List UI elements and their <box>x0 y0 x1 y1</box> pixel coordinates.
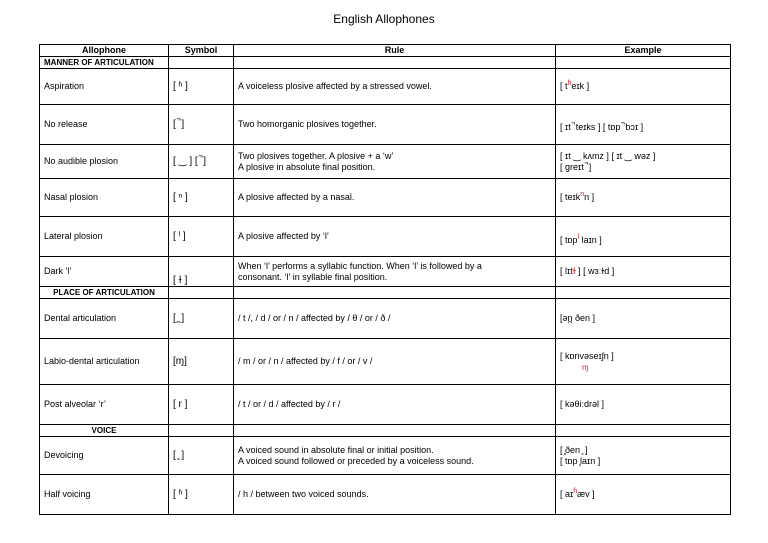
table-row <box>40 217 731 257</box>
symbol-cell: [ ̥ ] <box>169 437 234 475</box>
rule-cell: A voiced sound in absolute final or initial position. A voiced sound followed or preceded by a voiceless sound. <box>234 437 556 475</box>
example-cell: [ tɒp$^l$ laɪn ] <box>556 217 731 257</box>
table-row <box>40 475 731 515</box>
allophone-cell: Lateral plosion <box>40 217 169 257</box>
rule-cell: When ‘l’ performs a syllabic function. When ‘l’ is followed by a consonant. ‘l’ in syllable final position. <box>234 257 556 287</box>
table-row <box>40 105 731 145</box>
example-cell: [ ɪt ̚ teɪks ] [ tɒp ̚ bɔɪ ] <box>556 105 731 145</box>
rule-cell: A voiceless plosive affected by a stressed vowel. <box>234 69 556 105</box>
example-cell: [ ̥ðen ̥ ] [ tɒp ̥laɪn ] <box>556 437 731 475</box>
red-mark: ɫ <box>572 266 576 276</box>
rule-cell: / t /, / d / or / n / affected by / θ / or / ð / <box>234 299 556 339</box>
symbol-cell: [ r ] <box>169 385 234 425</box>
symbol-cell: [ ⁿ ] <box>169 179 234 217</box>
example-cell: [ən̪ ðen ] <box>556 299 731 339</box>
table-row <box>40 299 731 339</box>
section-row <box>40 425 731 437</box>
column-header: Example <box>556 45 731 57</box>
example-cell: [ $t^heɪk$ ] <box>556 69 731 105</box>
allophones-table <box>39 44 731 515</box>
symbol-cell: [ ̚ ] <box>169 105 234 145</box>
symbol-cell: [ ‿ ] [ ̚ ] <box>169 145 234 179</box>
symbol-cell: [ ˡ ] <box>169 217 234 257</box>
example-cell: [ kəθiːdrəl ] <box>556 385 731 425</box>
table-row <box>40 385 731 425</box>
example-cell: [ kɒnvəseɪʃn ] ɱ <box>556 339 731 385</box>
example-cell: [ teɪk$^n$n ] <box>556 179 731 217</box>
rule-cell: A plosive affected by ‘l’ <box>234 217 556 257</box>
table-row <box>40 339 731 385</box>
allophone-cell: Post alveolar ‘r’ <box>40 385 169 425</box>
section-label: VOICE <box>40 425 169 437</box>
header-row <box>40 45 731 57</box>
allophone-cell: Dark ‘l’ <box>40 257 169 287</box>
table-row <box>40 179 731 217</box>
rule-cell: Two plosives together. A plosive + a ‘w’ A plosive in absolute final position. <box>234 145 556 179</box>
symbol-cell: [ ̪ ] <box>169 299 234 339</box>
section-label: PLACE OF ARTICULATION <box>40 287 169 299</box>
rule-cell: / m / or / n / affected by / f / or / v / <box>234 339 556 385</box>
column-header: Symbol <box>169 45 234 57</box>
document-title: English Allophones <box>333 12 435 26</box>
example-cell: [ aɪ$^ɦ$æv ] <box>556 475 731 515</box>
section-row <box>40 287 731 299</box>
symbol-cell: [ ʰ ] <box>169 69 234 105</box>
red-mark: n <box>580 191 585 198</box>
allophone-cell: Half voicing <box>40 475 169 515</box>
allophone-cell: No audible plosion <box>40 145 169 179</box>
column-header: Rule <box>234 45 556 57</box>
symbol-cell: [ ɫ ] <box>169 257 234 287</box>
allophone-cell: Devoicing <box>40 437 169 475</box>
allophone-cell: Dental articulation <box>40 299 169 339</box>
example-cell: [ lɪtɫ ] [ wɜːɫd ] <box>556 257 731 287</box>
red-mark: ɱ <box>582 362 589 372</box>
example-cell: [ ɪt ‿ kʌmz ] [ ɪt ‿ wəz ] [ greɪt ̚ ] <box>556 145 731 179</box>
rule-cell: / h / between two voiced sounds. <box>234 475 556 515</box>
table-row <box>40 257 731 287</box>
red-mark: h <box>567 80 572 87</box>
column-header: Allophone <box>40 45 169 57</box>
symbol-cell: [ ʱ ] <box>169 475 234 515</box>
table-row <box>40 437 731 475</box>
allophone-cell: Aspiration <box>40 69 169 105</box>
section-row <box>40 57 731 69</box>
allophone-cell: Labio-dental articulation <box>40 339 169 385</box>
allophone-cell: No release <box>40 105 169 145</box>
red-mark: ɦ <box>573 488 578 495</box>
red-mark: l <box>577 234 580 241</box>
table-row <box>40 145 731 179</box>
table-row <box>40 69 731 105</box>
symbol-cell: [ɱ] <box>169 339 234 385</box>
rule-cell: Two homorganic plosives together. <box>234 105 556 145</box>
rule-cell: A plosive affected by a nasal. <box>234 179 556 217</box>
rule-cell: / t / or / d / affected by / r / <box>234 385 556 425</box>
section-label: MANNER OF ARTICULATION <box>40 57 169 69</box>
allophone-cell: Nasal plosion <box>40 179 169 217</box>
